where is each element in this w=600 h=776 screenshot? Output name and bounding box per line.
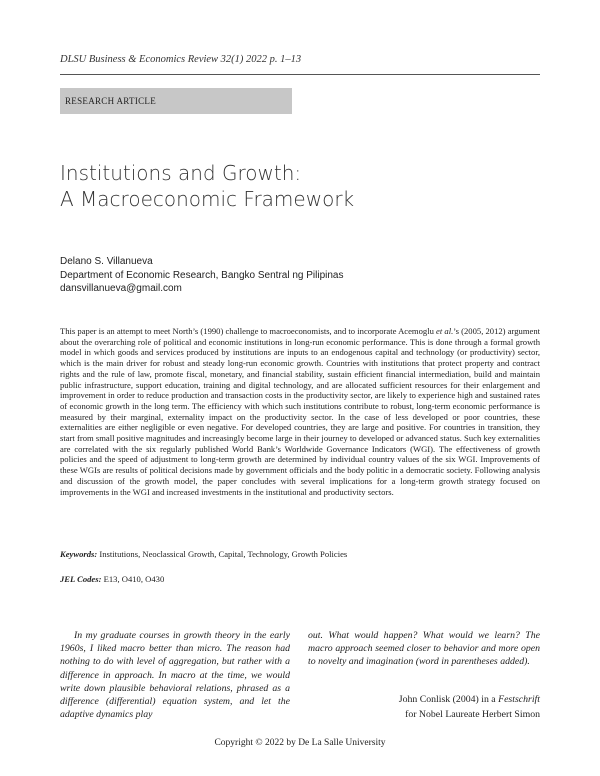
epigraph-right-column: out. What would happen? What would we learn? The macro approach seemed closer to behavior and more open to novelty and imagination (word in parentheses added). — [308, 630, 540, 668]
author-affiliation: Department of Economic Research, Bangko Sentral ng Pilipinas — [60, 269, 344, 281]
header-rule — [60, 74, 540, 75]
abstract — [60, 326, 540, 497]
attribution-line-2: for Nobel Laureate Herbert Simon — [405, 709, 540, 720]
article-type-banner: RESEARCH ARTICLE — [60, 88, 292, 114]
jel-codes — [60, 574, 540, 584]
title-line-2: A Macroeconomic Framework — [60, 187, 355, 211]
keywords-text: Institutions, Neoclassical Growth, Capital, Technology, Growth Policies — [97, 549, 348, 559]
attribution-prefix: John Conlisk (2004) in a — [398, 694, 499, 705]
running-head: DLSU Business & Economics Review 32(1) 2022 p. 1–13 — [60, 54, 302, 65]
keywords — [60, 549, 540, 559]
title-line-1: Institutions and Growth: — [60, 161, 302, 185]
attribution-festschrift: Festschrift — [498, 694, 540, 705]
abstract-part-1: This paper is an attempt to meet North’s (1990) challenge to macroeconomists, and to incorporate Acemoglu — [60, 326, 437, 336]
copyright-footer: Copyright © 2022 by De La Salle University — [214, 738, 386, 748]
keywords-label: Keywords: — [60, 549, 98, 559]
paper-title — [60, 160, 540, 212]
jel-label: JEL Codes: — [60, 574, 102, 584]
author-block — [60, 255, 540, 296]
epigraph-attribution — [308, 692, 540, 722]
epigraph-left-column: In my graduate courses in growth theory in the early 1960s, I liked macro better than micro. The reason had nothing to do with level of aggregation, but rather with a difference in approach. In macro at the time, we would write down plausible behavioral relations, phrased as a difference (differential) equation system, and let the adaptive dynamics play — [60, 630, 290, 721]
author-name: Delano S. Villanueva — [60, 256, 153, 267]
jel-text: E13, O410, O430 — [101, 574, 165, 584]
author-email[interactable]: dansvillanueva@gmail.com — [60, 283, 182, 294]
attribution-line-1 — [308, 692, 540, 707]
abstract-etal: et al. — [436, 326, 454, 336]
abstract-part-2: ’s (2005, 2012) argument about the overarching role of political and economic institutions in long-run economic performance. This is done through a formal growth model in which goods and services produced by institutions are inputs to an endogenous capital and technology (or productivity) sector, which is the main driver for robust and steady long-run economic growth. Countries with institutions that protect property and contract rights and the rule of law, promote fiscal, monetary, and financial stability, sustain efficient financial intermediation, build and maintain public infrastructure, support education, training and digital technology, and are allocated sufficient resources for their enlargement and improvement in order to reduce production and transaction costs in the productivity sector, are likely to experience high and sustained rates of economic growth in the long term. The efficiency with which such institutions contribute to robust, long-term economic performance is measured by their marginal, externality impact on the productivity sector. In the case of less developed or poor countries, these externalities are either negligible or even negative. For developed countries, they are large and positive. For countries in transition, they start from small positive magnitudes and increasingly become large in their journey to developed or advanced status. Such key externalities are correlated with the six regularly published World Bank’s Worldwide Governance Indicators (WGI). The effectiveness of growth policies and the speed of adjustment to long-term growth are determined by individual country values of the six WGI. Improvements of these WGIs are results of political decisions made by government officials and the body politic in a democratic society. Following analysis and discussion of the growth model, the paper concludes with several implications for a long-term growth strategy focused on improvements in the WGI and increased investments in the institutional and productivity sectors. — [60, 326, 541, 497]
